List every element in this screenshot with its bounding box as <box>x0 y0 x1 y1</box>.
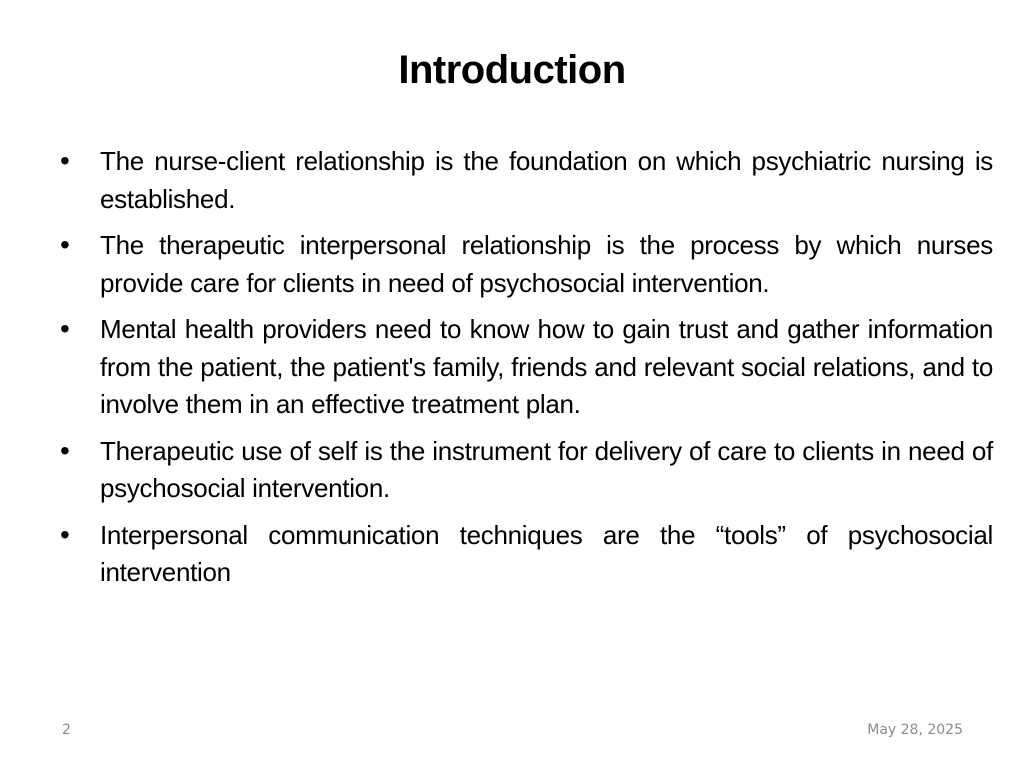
slide-date: May 28, 2025 <box>867 722 963 738</box>
bullet-item <box>60 227 993 302</box>
bullet-item <box>60 143 993 218</box>
bullet-list <box>60 143 993 601</box>
bullet-item <box>60 311 993 424</box>
bullet-text: Interpersonal communication techniques are the “tools” of psychosocial intervention <box>100 519 993 587</box>
bullet-text: Therapeutic use of self is the instrument for delivery of care to clients in need of psychosocial intervention. <box>100 435 993 503</box>
bullet-icon: • <box>60 145 70 176</box>
bullet-icon: • <box>60 229 70 260</box>
bullet-text: The nurse-client relationship is the foundation on which psychiatric nursing is established. <box>100 146 993 214</box>
bullet-text: The therapeutic interpersonal relationship is the process by which nurses provide care for clients in need of psychosocial intervention. <box>100 230 993 298</box>
slide-title: Introduction <box>398 48 626 92</box>
slide-number: 2 <box>62 722 71 738</box>
bullet-item <box>60 517 993 592</box>
bullet-item <box>60 433 993 508</box>
bullet-icon: • <box>60 434 70 466</box>
bullet-text: Mental health providers need to know how to gain trust and gather information from the patient, the patient's family, friends and relevant social relations, and to involve them in an effective treatment plan. <box>100 314 993 419</box>
bullet-icon: • <box>60 518 70 550</box>
bullet-icon: • <box>60 313 70 344</box>
